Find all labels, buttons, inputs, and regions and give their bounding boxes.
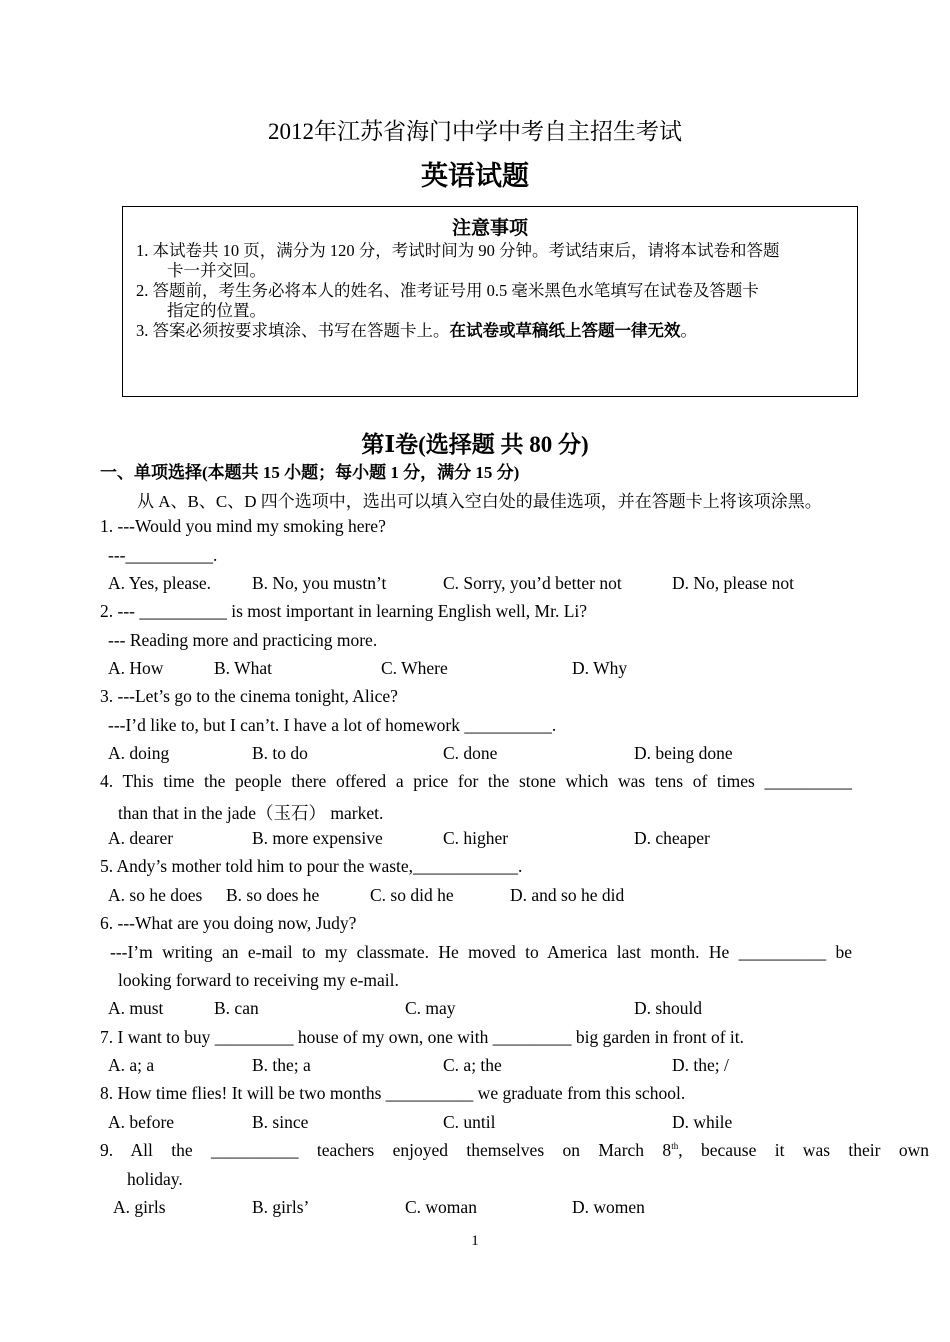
- q1-option-d: D. No, please not: [672, 573, 794, 593]
- q8-option-d: D. while: [672, 1112, 733, 1132]
- question-1-stem: 1. ---Would you mind my smoking here?: [100, 516, 386, 536]
- question-2-stem: 2. --- __________ is most important in learning English well, Mr. Li?: [100, 601, 588, 621]
- q5-option-b: B. so does he: [226, 885, 320, 905]
- question-3-reply: ---I’d like to, but I can’t. I have a lot of homework __________.: [108, 715, 557, 735]
- q7-option-c: C. a; the: [443, 1055, 502, 1075]
- question-9-stem-cont: holiday.: [127, 1169, 183, 1189]
- q3-option-a: A. doing: [108, 743, 170, 763]
- notice-item-1-cont: 卡一并交回。: [167, 261, 266, 280]
- question-4-stem-cont: than that in the jade（玉石） market.: [118, 803, 384, 823]
- q4-option-c: C. higher: [443, 828, 509, 848]
- q6-option-b: B. can: [214, 998, 259, 1018]
- notice-box: [122, 206, 858, 397]
- q9-option-b: B. girls’: [252, 1197, 310, 1217]
- question-5-stem: 5. Andy’s mother told him to pour the waste,____________.: [100, 856, 523, 876]
- question-6-stem: 6. ---What are you doing now, Judy?: [100, 913, 357, 933]
- q6-option-d: D. should: [634, 998, 703, 1018]
- q1-option-a: A. Yes, please.: [108, 573, 212, 593]
- q9-option-c: C. woman: [405, 1197, 477, 1217]
- question-9-stem: 9. All the __________ teachers enjoyed themselves on March 8th , because it was their own: [100, 1140, 929, 1160]
- q2-option-c: C. Where: [381, 658, 448, 678]
- question-6-reply: ---I’m writing an e-mail to my classmate. He moved to America last month. He __________ be: [110, 942, 852, 962]
- question-2-reply: --- Reading more and practicing more.: [108, 630, 378, 650]
- exam-title: 2012年江苏省海门中学中考自主招生考试: [268, 119, 682, 144]
- q3-option-c: C. done: [443, 743, 498, 763]
- q3-option-d: D. being done: [634, 743, 733, 763]
- q6-option-c: C. may: [405, 998, 456, 1018]
- q4-option-b: B. more expensive: [252, 828, 383, 848]
- q1-option-b: B. No, you mustn’t: [252, 573, 387, 593]
- q2-option-b: B. What: [214, 658, 273, 678]
- q8-option-b: B. since: [252, 1112, 309, 1132]
- notice-item-2: 2. 答题前，考生务必将本人的姓名、准考证号用 0.5 毫米黑色水笔填写在试卷及答题卡: [136, 281, 759, 300]
- q5-option-a: A. so he does: [108, 885, 203, 905]
- q8-option-c: C. until: [443, 1112, 496, 1132]
- notice-item-2-cont: 指定的位置。: [167, 301, 266, 320]
- question-8-stem: 8. How time flies! It will be two months __________ we graduate from this school.: [100, 1083, 686, 1103]
- q7-option-a: A. a; a: [108, 1055, 155, 1075]
- part-heading: 一、单项选择(本题共 15 小题；每小题 1 分，满分 15 分): [100, 463, 520, 482]
- question-7-stem: 7. I want to buy _________ house of my own, one with _________ big garden in front of it.: [100, 1027, 745, 1047]
- q7-option-d: D. the; /: [672, 1055, 729, 1075]
- notice-heading: 注意事项: [451, 218, 528, 239]
- q7-option-b: B. the; a: [252, 1055, 311, 1075]
- q2-option-d: D. Why: [572, 658, 628, 678]
- question-6-reply-cont: looking forward to receiving my e-mail.: [118, 970, 399, 990]
- q4-option-d: D. cheaper: [634, 828, 710, 848]
- q2-option-a: A. How: [108, 658, 164, 678]
- q5-option-d: D. and so he did: [510, 885, 625, 905]
- q5-option-c: C. so did he: [370, 885, 454, 905]
- instruction: 从 A、B、C、D 四个选项中，选出可以填入空白处的最佳选项，并在答题卡上将该项涂黑。: [137, 492, 822, 511]
- exam-subtitle: 英语试题: [421, 161, 529, 191]
- q8-option-a: A. before: [108, 1112, 175, 1132]
- section-title: 第Ⅰ卷(选择题 共 80 分): [361, 432, 589, 457]
- notice-item-3: 3. 答案必须按要求填涂、书写在答题卡上。在试卷或草稿纸上答题一律无效。: [136, 321, 697, 340]
- question-4-stem: 4. This time the people there offered a price for the stone which was tens of times __________: [100, 771, 852, 791]
- question-1-reply: ---__________.: [108, 545, 218, 565]
- question-3-stem: 3. ---Let’s go to the cinema tonight, Alice?: [100, 686, 398, 706]
- q4-option-a: A. dearer: [108, 828, 174, 848]
- q9-option-d: D. women: [572, 1197, 645, 1217]
- q9-option-a: A. girls: [113, 1197, 166, 1217]
- notice-item-1: 1. 本试卷共 10 页，满分为 120 分，考试时间为 90 分钟。考试结束后，请将本试卷和答题: [136, 241, 780, 260]
- page-number: 1: [471, 1233, 479, 1249]
- q3-option-b: B. to do: [252, 743, 308, 763]
- q1-option-c: C. Sorry, you’d better not: [443, 573, 622, 593]
- q6-option-a: A. must: [108, 998, 164, 1018]
